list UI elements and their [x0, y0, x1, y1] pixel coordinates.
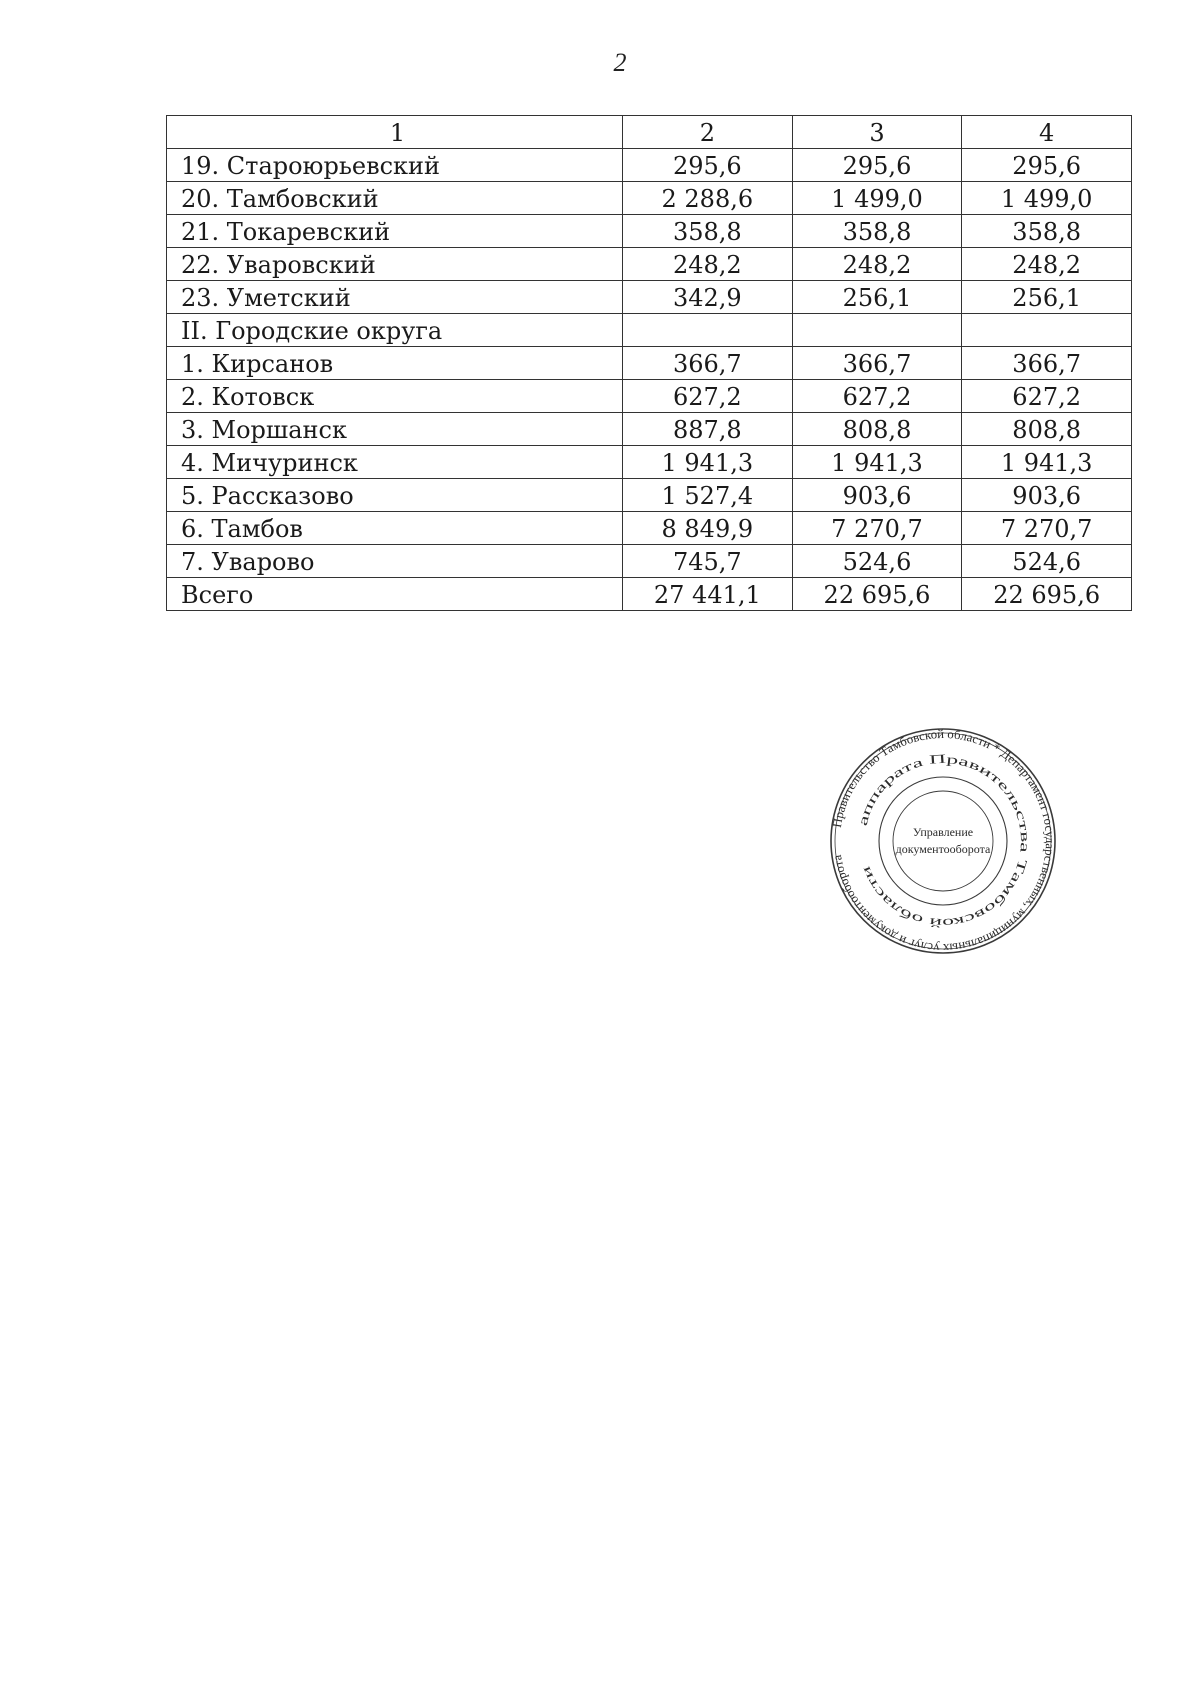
table-row	[167, 380, 1132, 413]
table-row	[167, 281, 1132, 314]
row-value-cell: 295,6	[792, 149, 962, 182]
official-seal-stamp	[828, 726, 1058, 956]
table-row	[167, 215, 1132, 248]
row-value-cell: 627,2	[623, 380, 793, 413]
row-name-cell: 5. Рассказово	[167, 479, 623, 512]
row-value-cell: 256,1	[962, 281, 1132, 314]
table-row	[167, 479, 1132, 512]
row-value-cell: 808,8	[962, 413, 1132, 446]
row-name-cell: 3. Моршанск	[167, 413, 623, 446]
row-name-cell: 22. Уваровский	[167, 248, 623, 281]
row-value-cell: 1 527,4	[623, 479, 793, 512]
row-value-cell: 627,2	[962, 380, 1132, 413]
row-value-cell: 295,6	[962, 149, 1132, 182]
row-name-cell: 19. Староюрьевский	[167, 149, 623, 182]
table-total-row	[167, 578, 1132, 611]
row-value-cell: 248,2	[792, 248, 962, 281]
header-cell-4: 4	[962, 116, 1132, 149]
row-name-cell: 20. Тамбовский	[167, 182, 623, 215]
row-value-cell: 2 288,6	[623, 182, 793, 215]
total-value-cell: 22 695,6	[792, 578, 962, 611]
row-value-cell: 256,1	[792, 281, 962, 314]
row-value-cell: 903,6	[962, 479, 1132, 512]
table-row	[167, 149, 1132, 182]
row-name-cell: 1. Кирсанов	[167, 347, 623, 380]
table-row	[167, 413, 1132, 446]
row-value-cell: 8 849,9	[623, 512, 793, 545]
table-body	[167, 116, 1132, 611]
row-value-cell: 7 270,7	[962, 512, 1132, 545]
row-name-cell: 7. Уварово	[167, 545, 623, 578]
row-value-cell	[623, 314, 793, 347]
total-label-cell: Всего	[167, 578, 623, 611]
row-value-cell: 1 941,3	[792, 446, 962, 479]
table-row	[167, 347, 1132, 380]
row-value-cell	[962, 314, 1132, 347]
table-row	[167, 545, 1132, 578]
row-value-cell: 524,6	[792, 545, 962, 578]
header-cell-1: 1	[167, 116, 623, 149]
row-value-cell: 887,8	[623, 413, 793, 446]
seal-graphic	[828, 726, 1058, 956]
row-value-cell: 7 270,7	[792, 512, 962, 545]
row-value-cell: 295,6	[623, 149, 793, 182]
table-row	[167, 182, 1132, 215]
row-name-cell: 2. Котовск	[167, 380, 623, 413]
row-value-cell	[792, 314, 962, 347]
seal-outer-text: Правительство Тамбовской области * Департамент государственных, муниципальных услуг и документооборота	[829, 726, 1058, 956]
row-value-cell: 358,8	[962, 215, 1132, 248]
row-value-cell: 1 499,0	[792, 182, 962, 215]
row-value-cell: 524,6	[962, 545, 1132, 578]
row-value-cell: 358,8	[792, 215, 962, 248]
row-name-cell: 21. Токаревский	[167, 215, 623, 248]
data-table	[166, 115, 1132, 611]
row-name-cell: 6. Тамбов	[167, 512, 623, 545]
row-value-cell: 248,2	[962, 248, 1132, 281]
table-row	[167, 248, 1132, 281]
total-value-cell: 27 441,1	[623, 578, 793, 611]
row-value-cell: 1 941,3	[962, 446, 1132, 479]
table-header-row	[167, 116, 1132, 149]
table-row	[167, 446, 1132, 479]
section-heading-cell: II. Городские округа	[167, 314, 623, 347]
table-row	[167, 512, 1132, 545]
row-value-cell: 808,8	[792, 413, 962, 446]
row-value-cell: 745,7	[623, 545, 793, 578]
row-value-cell: 1 941,3	[623, 446, 793, 479]
row-value-cell: 366,7	[962, 347, 1132, 380]
page-number: 2	[613, 48, 627, 77]
row-value-cell: 627,2	[792, 380, 962, 413]
row-name-cell: 4. Мичуринск	[167, 446, 623, 479]
seal-center-line-2: документооборота	[895, 842, 991, 856]
row-value-cell: 903,6	[792, 479, 962, 512]
header-cell-3: 3	[792, 116, 962, 149]
row-value-cell: 366,7	[623, 347, 793, 380]
total-value-cell: 22 695,6	[962, 578, 1132, 611]
row-value-cell: 342,9	[623, 281, 793, 314]
table-section-row	[167, 314, 1132, 347]
seal-inner-text: аппарата Правительства Тамбовской области	[855, 751, 1033, 931]
seal-center-line-1: Управление	[912, 825, 974, 839]
row-value-cell: 366,7	[792, 347, 962, 380]
row-value-cell: 1 499,0	[962, 182, 1132, 215]
row-value-cell: 358,8	[623, 215, 793, 248]
row-name-cell: 23. Уметский	[167, 281, 623, 314]
row-value-cell: 248,2	[623, 248, 793, 281]
header-cell-2: 2	[623, 116, 793, 149]
